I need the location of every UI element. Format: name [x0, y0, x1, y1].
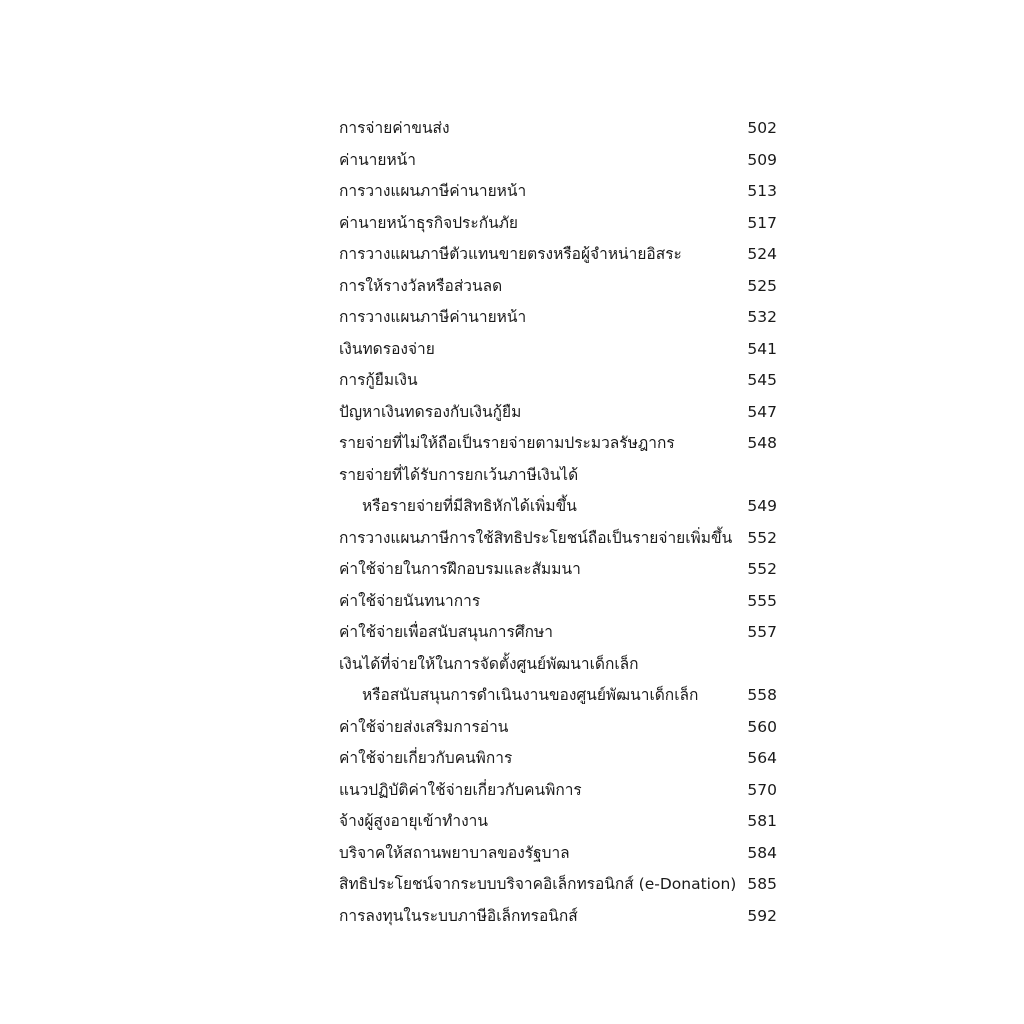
toc-entry — [339, 365, 779, 397]
table-of-contents — [339, 113, 779, 932]
toc-entry-page: 549 — [747, 497, 777, 515]
toc-entry — [339, 838, 779, 870]
toc-entry-title: การลงทุนในระบบภาษีอิเล็กทรอนิกส์ — [339, 906, 578, 925]
toc-entry — [339, 113, 779, 145]
toc-entry — [339, 901, 779, 933]
toc-entry-page: 532 — [747, 308, 777, 326]
toc-entry-page: 541 — [747, 339, 777, 358]
toc-entry-title: ค่าใช้จ่ายนันทนาการ — [339, 591, 481, 610]
toc-entry-page: 525 — [747, 276, 777, 295]
toc-entry-title: ค่าใช้จ่ายในการฝึกอบรมและสัมมนา — [339, 560, 581, 578]
toc-entry-continuation — [339, 680, 779, 712]
toc-entry — [339, 271, 779, 303]
toc-entry — [339, 239, 779, 271]
toc-entry-title: รายจ่ายที่ได้รับการยกเว้นภาษีเงินได้ — [339, 465, 579, 484]
toc-entry — [339, 649, 779, 681]
toc-entry — [339, 334, 779, 366]
toc-entry — [339, 775, 779, 807]
toc-entry-page: 547 — [747, 402, 777, 421]
toc-entry-title: รายจ่ายที่ไม่ให้ถือเป็นรายจ่ายตามประมวลรัษฎากร — [339, 434, 675, 452]
toc-entry-title: เงินได้ที่จ่ายให้ในการจัดตั้งศูนย์พัฒนาเด็กเล็ก — [339, 654, 639, 673]
toc-entry-page: 581 — [747, 812, 777, 830]
toc-entry-page: 555 — [747, 591, 777, 610]
toc-entry-title: เงินทดรองจ่าย — [339, 339, 435, 358]
toc-entry-title: การให้รางวัลหรือส่วนลด — [339, 276, 503, 295]
toc-entry-page: 552 — [747, 560, 777, 578]
toc-entry-title: หรือรายจ่ายที่มีสิทธิหักได้เพิ่มขึ้น — [362, 497, 577, 515]
toc-entry-title: การวางแผนภาษีตัวแทนขายตรงหรือผู้จำหน่ายอิสระ — [339, 245, 682, 263]
toc-entry-title: การจ่ายค่าขนส่ง — [339, 119, 450, 137]
toc-entry — [339, 397, 779, 429]
toc-entry — [339, 460, 779, 492]
toc-entry-continuation — [339, 491, 779, 523]
toc-entry-title: ปัญหาเงินทดรองกับเงินกู้ยืม — [339, 402, 522, 421]
toc-entry-title: สิทธิประโยชน์จากระบบบริจาคอิเล็กทรอนิกส์ (e-Donation) — [339, 875, 737, 893]
toc-entry-page: 552 — [747, 528, 777, 547]
toc-entry-title: ค่าใช้จ่ายเกี่ยวกับคนพิการ — [339, 749, 513, 767]
toc-entry-page: 585 — [747, 875, 777, 893]
toc-entry — [339, 743, 779, 775]
toc-entry-page: 592 — [747, 906, 777, 925]
toc-entry-page: 509 — [747, 150, 777, 169]
toc-entry-title: ค่านายหน้าธุรกิจประกันภัย — [339, 213, 518, 232]
toc-entry-page: 560 — [747, 717, 777, 736]
toc-entry-page: 570 — [747, 780, 777, 799]
toc-entry-title: การวางแผนภาษีค่านายหน้า — [339, 308, 527, 326]
toc-entry-title: ค่าใช้จ่ายส่งเสริมการอ่าน — [339, 717, 509, 736]
toc-entry — [339, 208, 779, 240]
toc-entry-page: 557 — [747, 623, 777, 641]
toc-entry-page: 564 — [747, 749, 777, 767]
toc-entry-page: 502 — [747, 119, 777, 137]
toc-entry-page: 513 — [747, 182, 777, 200]
toc-entry-title: ค่านายหน้า — [339, 150, 416, 169]
toc-entry-page: 558 — [747, 686, 777, 704]
toc-entry-title: หรือสนับสนุนการดำเนินงานของศูนย์พัฒนาเด็กเล็ก — [362, 686, 699, 704]
toc-entry-page: 524 — [747, 245, 777, 263]
toc-entry-title: ค่าใช้จ่ายเพื่อสนับสนุนการศึกษา — [339, 623, 553, 641]
toc-entry-title: จ้างผู้สูงอายุเข้าทำงาน — [339, 812, 488, 830]
toc-entry — [339, 523, 779, 555]
toc-entry-page: 584 — [747, 843, 777, 862]
toc-entry — [339, 145, 779, 177]
toc-entry — [339, 806, 779, 838]
toc-entry-title: การวางแผนภาษีค่านายหน้า — [339, 182, 527, 200]
toc-entry-title: แนวปฏิบัติค่าใช้จ่ายเกี่ยวกับคนพิการ — [339, 780, 582, 799]
toc-entry — [339, 428, 779, 460]
toc-entry — [339, 617, 779, 649]
toc-entry — [339, 586, 779, 618]
toc-entry — [339, 176, 779, 208]
toc-entry-title: บริจาคให้สถานพยาบาลของรัฐบาล — [339, 843, 570, 862]
toc-entry-page: 545 — [747, 371, 777, 389]
toc-entry — [339, 554, 779, 586]
toc-entry-page: 517 — [747, 213, 777, 232]
toc-entry — [339, 302, 779, 334]
toc-entry — [339, 869, 779, 901]
toc-entry-title: การวางแผนภาษีการใช้สิทธิประโยชน์ถือเป็นรายจ่ายเพิ่มขึ้น — [339, 528, 733, 547]
toc-entry-page: 548 — [747, 434, 777, 452]
toc-entry-title: การกู้ยืมเงิน — [339, 371, 418, 389]
toc-entry — [339, 712, 779, 744]
